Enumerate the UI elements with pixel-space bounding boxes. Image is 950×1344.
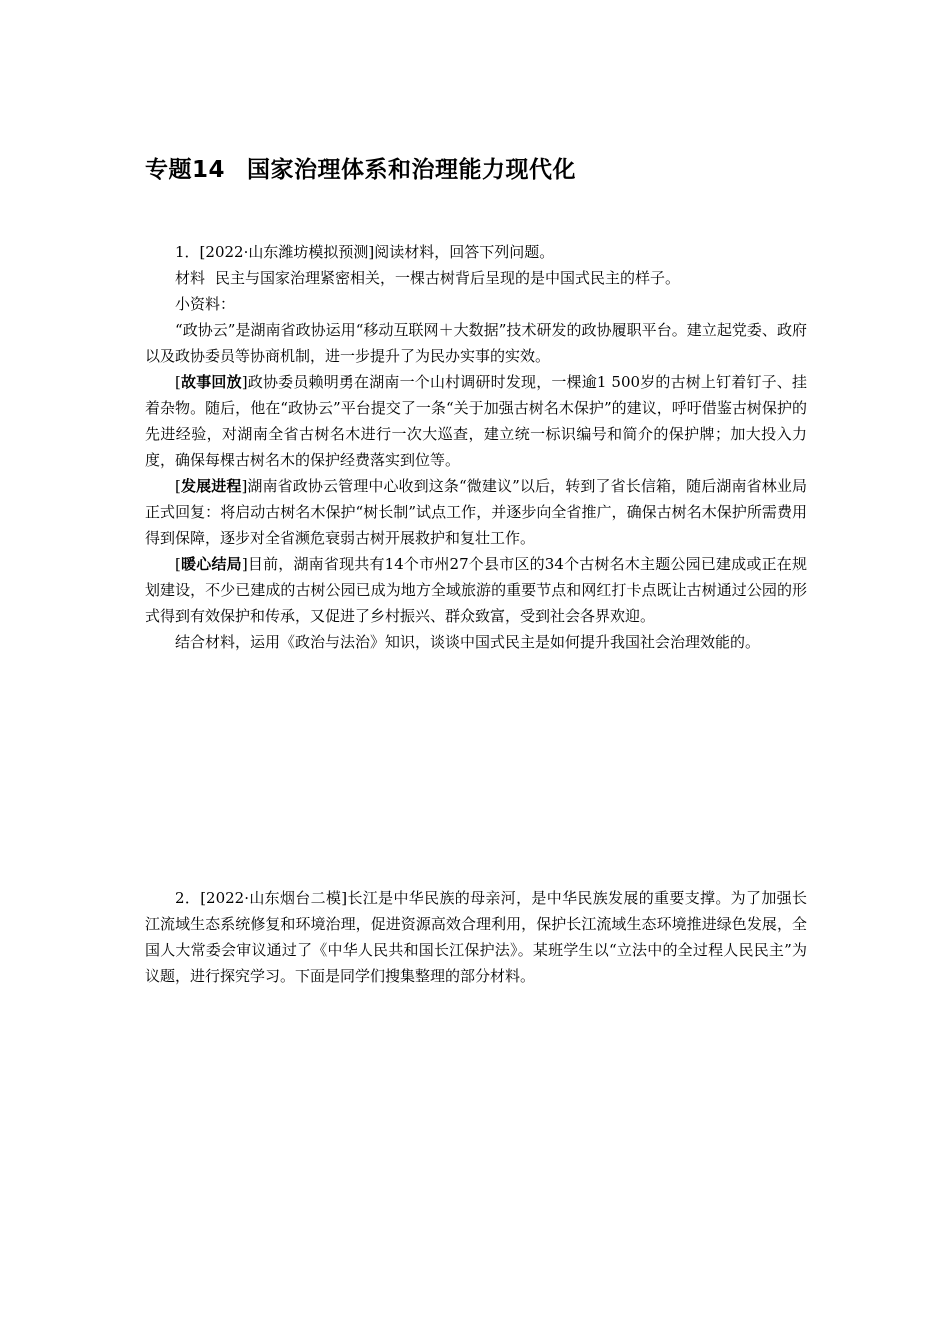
question-1 (145, 239, 807, 655)
story-text: 政协委员赖明勇在湖南一个山村调研时发现，一棵逾1 500岁的古树上钉着钉子、挂着杂物。随后，他在“政协云”平台提交了一条“关于加强古树名木保护”的建议，呼吁借鉴古树保护的先进经验，对湖南全省古树名木进行一次大巡查，建立统一标识编号和简介的保护牌；加大投入力度，确保每棵古树名木的保护经费落实到位等。 (145, 373, 807, 469)
progress-paragraph: [发展进程]湖南省政协云管理中心收到这条“微建议”以后，转到了省长信箱，随后湖南省林业局正式回复：将启动古树名木保护“树长制”试点工作，并逐步向全省推广，确保古树名木保护所需费用得到保障，逐步对全省濒危衰弱古树开展救护和复壮工作。 (145, 477, 807, 547)
progress-text: 湖南省政协云管理中心收到这条“微建议”以后，转到了省长信箱，随后湖南省林业局正式回复：将启动古树名木保护“树长制”试点工作，并逐步向全省推广，确保古树名木保护所需费用得到保障，逐步对全省濒危衰弱古树开展救护和复壮工作。 (145, 477, 807, 547)
progress-tag: 发展进程 (180, 477, 242, 495)
info-text: “政协云”是湖南省政协运用“移动互联网＋大数据”技术研发的政协履职平台。建立起党委、政府以及政协委员等协商机制，进一步提升了为民办实事的实效。 (145, 321, 807, 365)
question-2-stem: 2．[2022·山东烟台二模]长江是中华民族的母亲河，是中华民族发展的重要支撑。为了加强长江流域生态系统修复和环境治理，促进资源高效合理利用，保护长江流域生态环境推进绿色发展，全国人大常委会审议通过了《中华人民共和国长江保护法》。某班学生以“立法中的全过程人民民主”为议题，进行探究学习。下面是同学们搜集整理的部分材料。 (145, 889, 807, 985)
material-paragraph (145, 265, 807, 291)
topic-title: 国家治理体系和治理能力现代化 (247, 157, 577, 183)
info-label: 小资料： (175, 295, 236, 313)
material-text: 民主与国家治理紧密相关，一棵古树背后呈现的是中国式民主的样子。 (215, 269, 681, 287)
story-tag: 故事回放 (180, 373, 242, 391)
ending-tag: 暖心结局 (180, 555, 242, 573)
ending-text: 目前，湖南省现共有14个市州27个县市区的34个古树名木主题公园已建成或正在规划建设，不少已建成的古树公园已成为地方全域旅游的重要节点和网红打卡点既让古树通过公园的形式得到有效保护和传承，又促进了乡村振兴、群众致富，受到社会各界欢迎。 (145, 555, 807, 625)
question-1-prompt: 结合材料，运用《政治与法治》知识，谈谈中国式民主是如何提升我国社会治理效能的。 (175, 633, 761, 651)
question-1-stem: 1．[2022·山东潍坊模拟预测]阅读材料，回答下列问题。 (175, 243, 555, 261)
material-label: 材料 (175, 269, 206, 287)
page-title (145, 152, 825, 188)
question-2 (145, 885, 807, 989)
ending-paragraph: [暖心结局]目前，湖南省现共有14个市州27个县市区的34个古树名木主题公园已建成或正在规划建设，不少已建成的古树公园已成为地方全域旅游的重要节点和网红打卡点既让古树通过公园的形式得到有效保护和传承，又促进了乡村振兴、群众致富，受到社会各界欢迎。 (145, 555, 807, 625)
topic-number: 专题14 (145, 157, 226, 183)
story-paragraph: [故事回放]政协委员赖明勇在湖南一个山村调研时发现，一棵逾1 500岁的古树上钉着钉子、挂着杂物。随后，他在“政协云”平台提交了一条“关于加强古树名木保护”的建议，呼吁借鉴古树保护的先进经验，对湖南全省古树名木进行一次大巡查，建立统一标识编号和简介的保护牌；加大投入力度，确保每棵古树名木的保护经费落实到位等。 (145, 373, 807, 469)
